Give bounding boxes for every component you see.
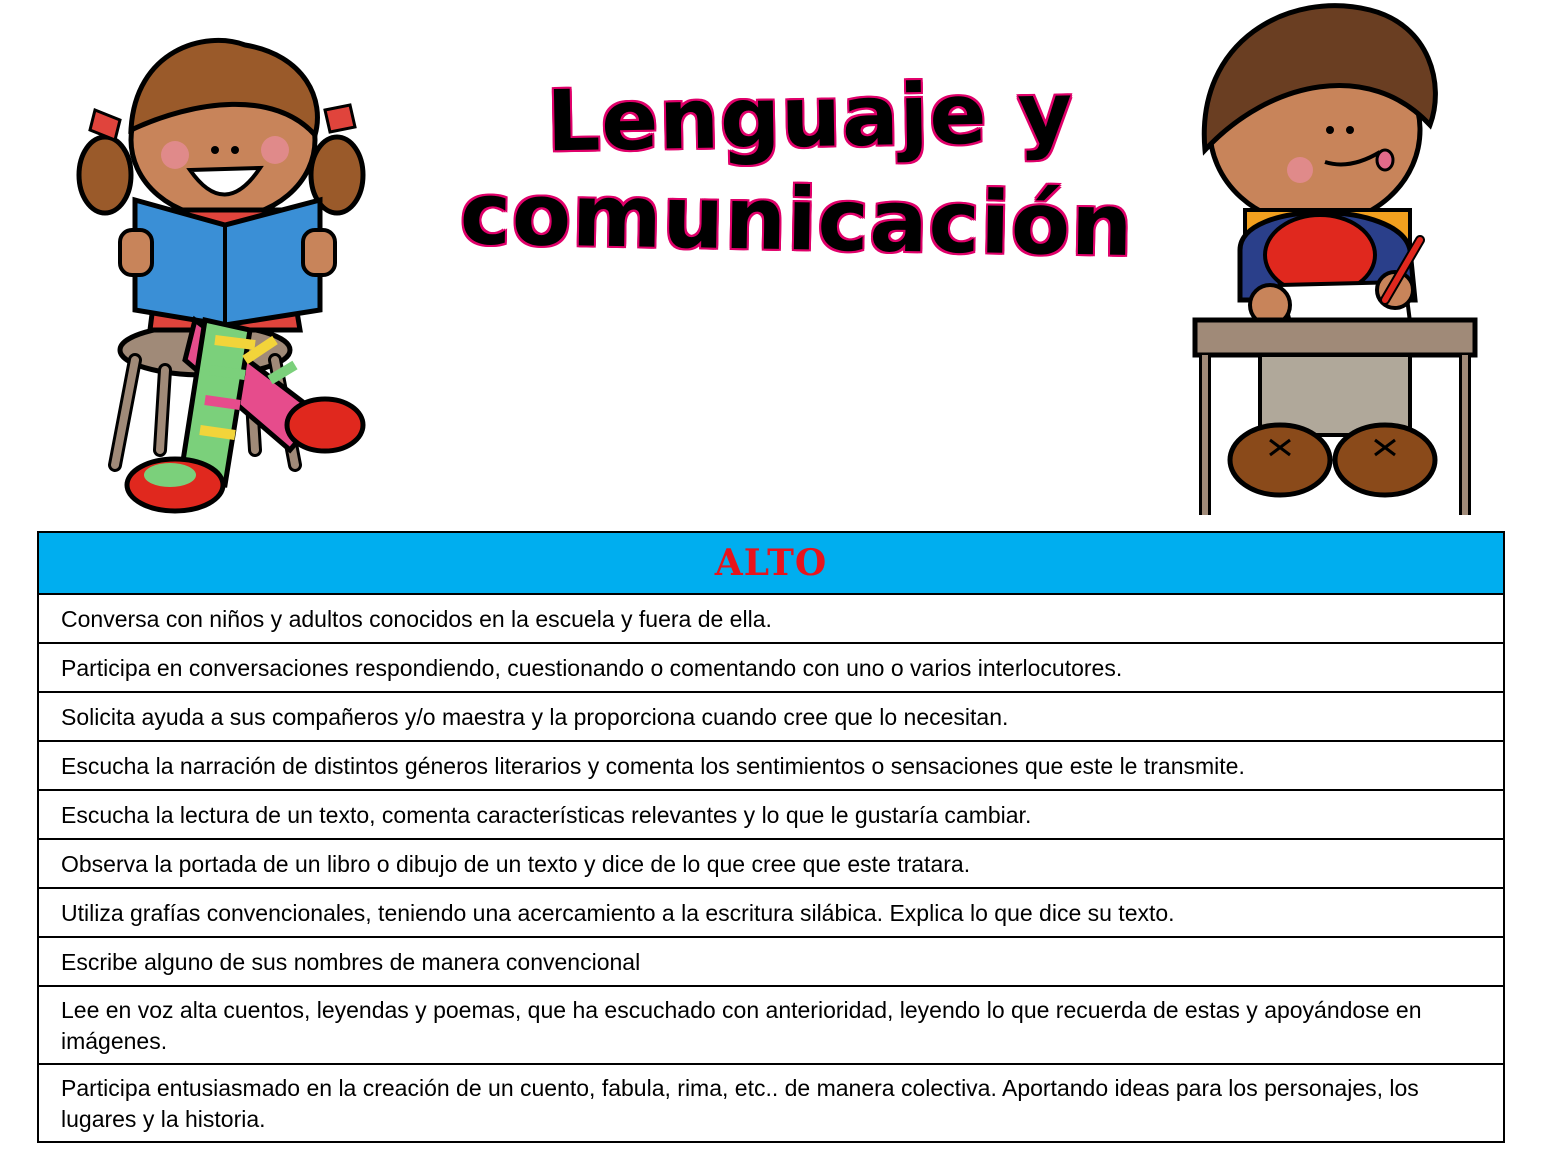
table-row bbox=[38, 888, 1504, 937]
table-row bbox=[38, 594, 1504, 643]
table-row bbox=[38, 790, 1504, 839]
table-row bbox=[38, 1064, 1504, 1142]
table-cell: Participa entusiasmado en la creación de un cuento, fabula, rima, etc.. de manera colectiva. Aportando ideas para los personajes, los lugares y la historia. bbox=[38, 1064, 1504, 1142]
table-cell: Escribe alguno de sus nombres de manera convencional bbox=[38, 937, 1504, 986]
level-header: ALTO bbox=[38, 532, 1504, 594]
table-row bbox=[38, 643, 1504, 692]
title-line-1: Lenguaje y bbox=[545, 63, 1075, 171]
page-title bbox=[459, 60, 1135, 280]
table-cell: Observa la portada de un libro o dibujo de un texto y dice de lo que cree que este tratara. bbox=[38, 839, 1504, 888]
table-cell: Utiliza grafías convencionales, teniendo una acercamiento a la escritura silábica. Explica lo que dice su texto. bbox=[38, 888, 1504, 937]
table-cell: Participa en conversaciones respondiendo, cuestionando o comentando con uno o varios interlocutores. bbox=[38, 643, 1504, 692]
table-header-row bbox=[38, 532, 1504, 594]
table-cell: Escucha la lectura de un texto, comenta características relevantes y lo que le gustaría cambiar. bbox=[38, 790, 1504, 839]
table-row bbox=[38, 937, 1504, 986]
skills-table bbox=[37, 531, 1505, 1143]
table-row bbox=[38, 839, 1504, 888]
table-cell: Lee en voz alta cuentos, leyendas y poemas, que ha escuchado con anterioridad, leyendo lo que recuerda de estas y apoyándose en imágenes. bbox=[38, 986, 1504, 1064]
table-cell: Conversa con niños y adultos conocidos en la escuela y fuera de ella. bbox=[38, 594, 1504, 643]
title-line-2: comunicación bbox=[459, 164, 1135, 276]
table-cell: Solicita ayuda a sus compañeros y/o maestra y la proporciona cuando cree que lo necesitan. bbox=[38, 692, 1504, 741]
boy-writing-at-desk-illustration bbox=[1180, 0, 1490, 525]
girl-reading-book-illustration bbox=[75, 20, 375, 520]
table-row bbox=[38, 986, 1504, 1064]
table-row bbox=[38, 741, 1504, 790]
table-row bbox=[38, 692, 1504, 741]
table-cell: Escucha la narración de distintos géneros literarios y comenta los sentimientos o sensaciones que este le transmite. bbox=[38, 741, 1504, 790]
